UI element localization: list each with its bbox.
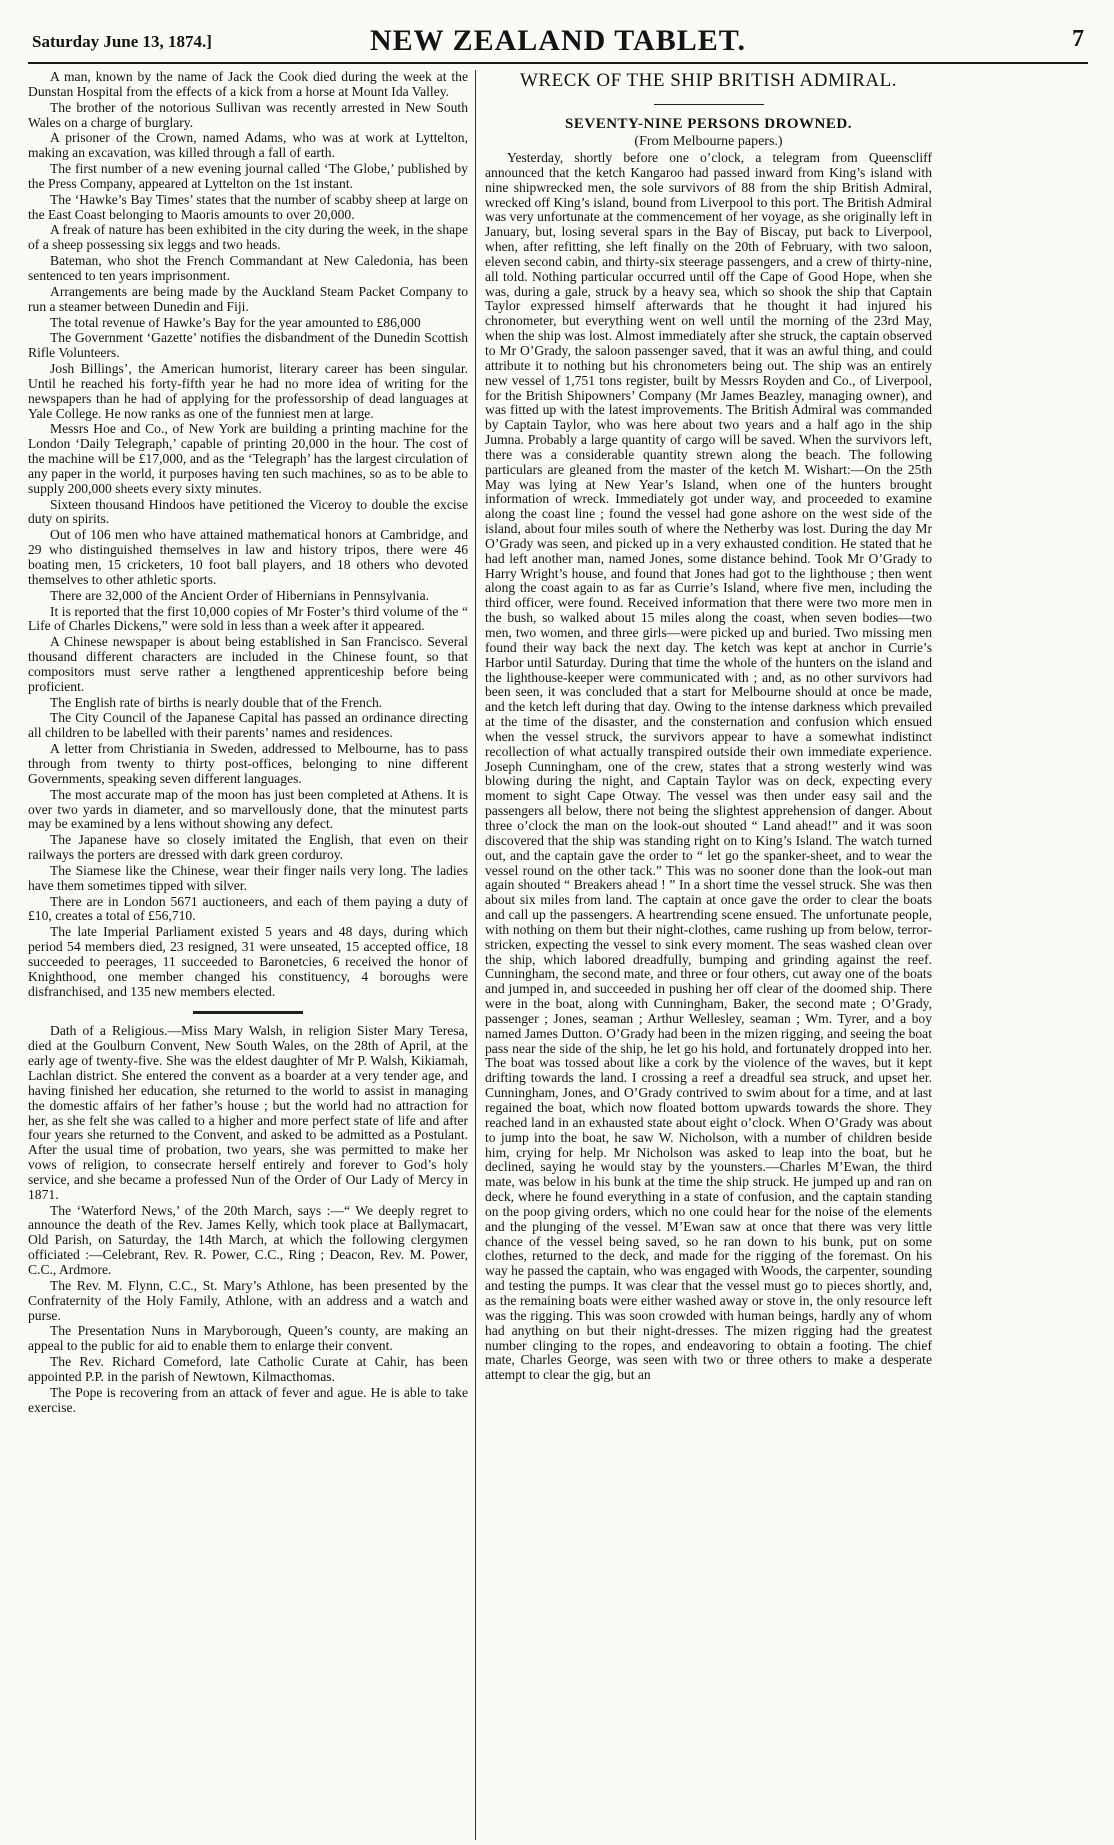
- news-item: A man, known by the name of Jack the Cook died during the week at the Dunstan Hospital from the effects of a kick from a horse at Mount Ida Valley.: [28, 70, 468, 99]
- news-item: Arrangements are being made by the Auckland Steam Packet Company to run a steamer between Dunedin and Fiji.: [28, 283, 468, 314]
- news-item: The Government ‘Gazette’ notifies the disbandment of the Dunedin Scottish Rifle Volunteers.: [28, 330, 468, 361]
- page-number: 7: [1072, 26, 1084, 52]
- article-body: [485, 151, 932, 1383]
- news-items: [28, 70, 468, 999]
- news-item: The first number of a new evening journal called ‘The Globe,’ published by the Press Company, appeared at Lyttelton on the 1st instant.: [28, 161, 468, 191]
- news-item: Dath of a Religious.—Miss Mary Walsh, in religion Sister Mary Teresa, died at the Goulburn Convent, New South Wales, on the 28th of April, at the early age of twenty-five. She was the eldest daughter of Mr P. Walsh, Kikiamah, Lachlan district. She entered the convent as a boarder at a very tender age, and having finished her education, she returned to the world to assist in managing the domestic affairs of her father’s house ; but the world had no attraction for her, as she felt she was called to a higher and more perfect state of life and after four years she returned to the Convent, and asked to be admitted as a Postulant. After the usual time of probation, two years, she was permitted to make her vows of religion, to consecrate herself entirely and forever to God’s holy service, and she became a professed Nun of the Order of Our Lady of Mercy in 1871.: [28, 1023, 468, 1202]
- news-item: A freak of nature has been exhibited in the city during the week, in the shape of a sheep possessing six leggs and two heads.: [28, 222, 468, 253]
- news-item: The late Imperial Parliament existed 5 years and 48 days, during which period 54 members died, 23 resigned, 31 were unseated, 15 accepted office, 18 succeeded to peerages, 11 succeeded to Baronetcies, 6 received the honor of Knighthood, one member changed his constituency, 4 boroughs were disfranchised, and 135 new members elected.: [28, 924, 468, 999]
- news-item: The English rate of births is nearly double that of the French.: [50, 694, 383, 710]
- headline-divider: [654, 104, 764, 105]
- article-paragraph: Yesterday, shortly before one o’clock, a telegram from Queenscliff announced that the ketch Kangaroo had passed inward from King’s island with nine shipwrecked men, the sole survivors of 88 from the ship British Admiral, wrecked off King’s island, bound from Liverpool to this port. The British Admiral was very unfortunate at the commencement of her voyage, as she originally left in January, but, losing several spars in the Bay of Biscay, put back to Liverpool, when, after refitting, she left finally on the 20th of February, with two saloon, eleven second cabin, and thirty-six steerage passengers, and a crew of thirty-nine, all told. Nothing particular occurred until off the Cape of Good Hope, when she was, during a gale, struck by a heavy sea, which so shook the ship that Captain Taylor expressed himself afterwards that he thought it had injured his chronometer, but everything went on well until the morning of the 23rd May, when the ship was lost. Almost immediately after she struck, the captain observed to Mr O’Grady, the saloon passenger saved, that it was an awful thing, and could attribute it to nothing but his chronometers being out. The ship was an entirely new vessel of 1,751 tons register, built by Messrs Royden and Co., of Liverpool, for the British Shipowners’ Company (Mr James Beazley, managing owner), and was fitted up with the latest improvements. The British Admiral was commanded by Captain Taylor, who was here about two years and a half ago in the ship Jumna. Probably a large quantity of cargo will be saved. When the survivors left, there was a considerable quantity strewn along the beach. The following particulars are gleaned from the master of the ketch M. Wishart:—On the 25th May was lying at New Year’s Island, when one of the hunters brought information of wreck. Immediately got under way, and proceeded to examine along the coast line ; found the vessel had gone ashore on the west side of the island, about four miles south of where the Netherby was lost. During the day Mr O’Grady was seen, and picked up in a very exhausted condition. He stated that he had left another man, named Jones, some distance behind. Took Mr O’Grady to Harry Wright’s house, and found that Jones had got to the lighthouse ; then went along the coast again to as far as Currie’s Island, where five men, including the third officer, were found. Received information that there were two more men in the bush, so walked about 15 miles along the coast, when seven bodies—two men, two women, and three girls—were picked up and buried. Two missing men found their way back the next day. The ketch was kept at anchor in Currie’s Harbor until Saturday. During that time the whole of the hunters on the island and the lighthouse-keeper were communicated with ; and, as no other survivors had been seen, it was concluded that a start for Melbourne should at once be made, and the ketch left during that day. Owing to the intense darkness which prevailed at the time of the disaster, and the consternation and confusion which ensued when the vessel struck, the survivors appear to have a somewhat indistinct recollection of what actually transpired outside their own immediate experience. Joseph Cunningham, one of the crew, states that a strong westerly wind was blowing during the night, and Captain Taylor was on deck, expecting every moment to sight Cape Otway. The vessel was then under easy sail and the passengers all below, there not being the slightest apprehension of danger. About three o’clock the man on the look-out shouted “ Land ahead!” and it was soon discovered that the ship was standing right on to King’s Island. The watch turned out, and the captain gave the order to “ let go the spanker-sheet, and to wear the vessel round on the other tack.” This was no sooner done than the look-out man again shouted “ Breakers ahead ! ” In a short time the vessel struck. She was then about six miles from land. The captain at once gave the order to clear the boats and call up the passengers. A heartrending scene ensued. The unfortunate people, with nothing on them but their night-clothes, came rushing up from below, terror-stricken, expecting the vessel to sink every moment. The seas washed clean over the ship, which labored dreadfully, bumping and grinding against the reef. Cunningham, the second mate, and three or four others, cut away one of the boats and jumped in, and succeeded in pushing her off clear of the doomed ship. There were in the boat, along with Cunningham, Baker, the second mate ; O’Grady, passenger ; Jones, seaman ; Arthur Wellesley, seaman ; Wm. Tyrer, and a boy named James Dutton. O’Grady had been in the mizen rigging, and seeing the boat pass near the side of the ship, he let go his hold, and fortunately dropped into her. The boat was tossed about like a cork by the violence of the waves, but it kept drifting towards the land. I crossing a reef a dreadful sea struck, and upset her. Cunningham, Jones, and O’Grady contrived to swim about for a time, and at last regained the boat, which now floated bottom upwards towards the shore. They reached land in an exhausted state about eight o’clock. When O’Grady was about to jump into the boat, he saw W. Nicholson, with a number of children beside him, crying for help. Mr Nicholson was asked to leap into the boat, but he declined, saying he would stay by the younsters.—Charles M’Ewan, the third mate, was below in his bunk at the time the ship struck. He jumped up and ran on deck, where he found everything in a state of confusion, and the captain standing on the poop giving orders, which no one could hear for the noise of the elements and the plunging of the vessel. M’Ewan saw at once that there was very little chance of the vessel being saved, so he ran down to his bunk, put on some clothes, returned to the deck, and made for the rigging of the foremast. On his way he passed the captain, who was engaged with Woods, the carpenter, sounding and testing the pumps. It was clear that the vessel must go to pieces shortly, and, as the remaining boats were either washed away or stove in, the only resource left was the rigging. This was soon crowded with human beings, hardly any of whom had anything on but their night-dresses. The mizen rigging had the greatest number clinging to the ropes, and endeavoring to obtain a footing. The chief mate, Charles George, was seen with two or three others to make a desperate attempt to clear the gig, but an: [485, 150, 932, 1383]
- news-item: Bateman, who shot the French Commandant at New Caledonia, has been sentenced to ten years imprisonment.: [28, 253, 468, 283]
- religious-items: [28, 1024, 468, 1415]
- news-item: It is reported that the first 10,000 copies of Mr Foster’s third volume of the “ Life of Charles Dickens,” were sold in less than a week after it appeared.: [28, 603, 468, 634]
- news-item: The most accurate map of the moon has just been completed at Athens. It is over two yards in diameter, and so marvellously done, that the minutest parts may be examined by a lens without showing any defect.: [28, 786, 468, 832]
- news-item: Messrs Hoe and Co., of New York are building a printing machine for the London ‘Daily Telegraph,’ capable of printing 20,000 in the hour. The cost of the machine will be £17,000, and as the ‘Telegraph’ has the largest circulation of any paper in the world, it purposes having ten such machines, so as to be able to supply 200,000 sheets every sixty minutes.: [28, 421, 468, 496]
- issue-date: Saturday June 13, 1874.]: [32, 32, 212, 51]
- right-column: [485, 70, 932, 1840]
- news-item: Out of 106 men who have attained mathematical honors at Cambridge, and 29 who distinguished themselves in law and history tripos, there were 46 boating men, 15 cricketers, 10 foot ball players, and 18 others who devoted themselves to other athletic sports.: [28, 527, 468, 587]
- news-item: The Japanese have so closely imitated the English, that even on their railways the porters are dressed with dark green corduroy.: [28, 832, 468, 863]
- news-item: Sixteen thousand Hindoos have petitioned the Viceroy to double the excise duty on spirits.: [28, 496, 468, 527]
- column-divider: [475, 70, 476, 1840]
- news-item: The Presentation Nuns in Maryborough, Queen’s county, are making an appeal to the public for aid to enable them to enlarge their convent.: [28, 1323, 468, 1354]
- news-item: The Rev. Richard Comeford, late Catholic Curate at Cahir, has been appointed P.P. in the parish of Newtown, Kilmacthomas.: [28, 1354, 468, 1384]
- news-item: The City Council of the Japanese Capital has passed an ordinance directing all children to be labelled with their parents’ names and residences.: [28, 710, 468, 741]
- news-item: The ‘Waterford News,’ of the 20th March, says :—“ We deeply regret to announce the death of the Rev. James Kelly, which took place at Ballymacart, Old Parish, on Saturday, the 14th March, at which the following clergymen officiated :—Celebrant, Rev. R. Power, C.C., Ring ; Deacon, Rev. M. Power, C.C., Ardmore.: [28, 1202, 468, 1277]
- news-item: A Chinese newspaper is about being established in San Francisco. Several thousand different characters are included in the Chinese fount, so that compositors must serve rather a lengthened apprenticeship before being proficient.: [28, 634, 468, 694]
- news-item: There are 32,000 of the Ancient Order of Hibernians in Pennsylvania.: [50, 587, 429, 603]
- article-subheadline: SEVENTY-NINE PERSONS DROWNED.: [565, 116, 852, 132]
- news-item: The Rev. M. Flynn, C.C., St. Mary’s Athlone, has been presented by the Confraternity of the Holy Family, Athlone, with an address and a watch and purse.: [28, 1277, 468, 1323]
- news-item: A letter from Christiania in Sweden, addressed to Melbourne, has to pass through from twenty to thirty post-offices, belonging to nine different Governments, speaking seven different languages.: [28, 741, 468, 786]
- news-item: The total revenue of Hawke’s Bay for the year amounted to £86,000: [50, 314, 421, 330]
- newspaper-title: NEW ZEALAND TABLET.: [369, 24, 747, 57]
- article-headline: WRECK OF THE SHIP BRITISH ADMIRAL.: [520, 70, 897, 91]
- news-item: The Pope is recovering from an attack of fever and ague. He is able to take exercise.: [28, 1384, 468, 1415]
- news-item: The brother of the notorious Sullivan was recently arrested in New South Wales on a charge of burglary.: [28, 99, 468, 130]
- article-source: (From Melbourne papers.): [634, 134, 783, 149]
- masthead: [28, 22, 1088, 64]
- section-divider: [193, 1011, 303, 1014]
- news-item: Josh Billings’, the American humorist, literary career has been singular. Until he reached his forty-fifth year he had no more idea of writing for the newspapers than he had of applying for the professorship of dead languages at Yale College. He now ranks as one of the funniest men at large.: [28, 361, 468, 421]
- news-item: There are in London 5671 auctioneers, and each of them paying a duty of £10, creates a total of £56,710.: [28, 893, 468, 924]
- news-item: The ‘Hawke’s Bay Times’ states that the number of scabby sheep at large on the East Coast belonging to Maoris amounts to over 20,000.: [28, 191, 468, 222]
- news-item: The Siamese like the Chinese, wear their finger nails very long. The ladies have them sometimes tipped with silver.: [28, 862, 468, 893]
- news-item: A prisoner of the Crown, named Adams, who was at work at Lyttelton, making an excavation, was killed through a fall of earth.: [28, 130, 468, 161]
- left-column: [28, 70, 468, 1840]
